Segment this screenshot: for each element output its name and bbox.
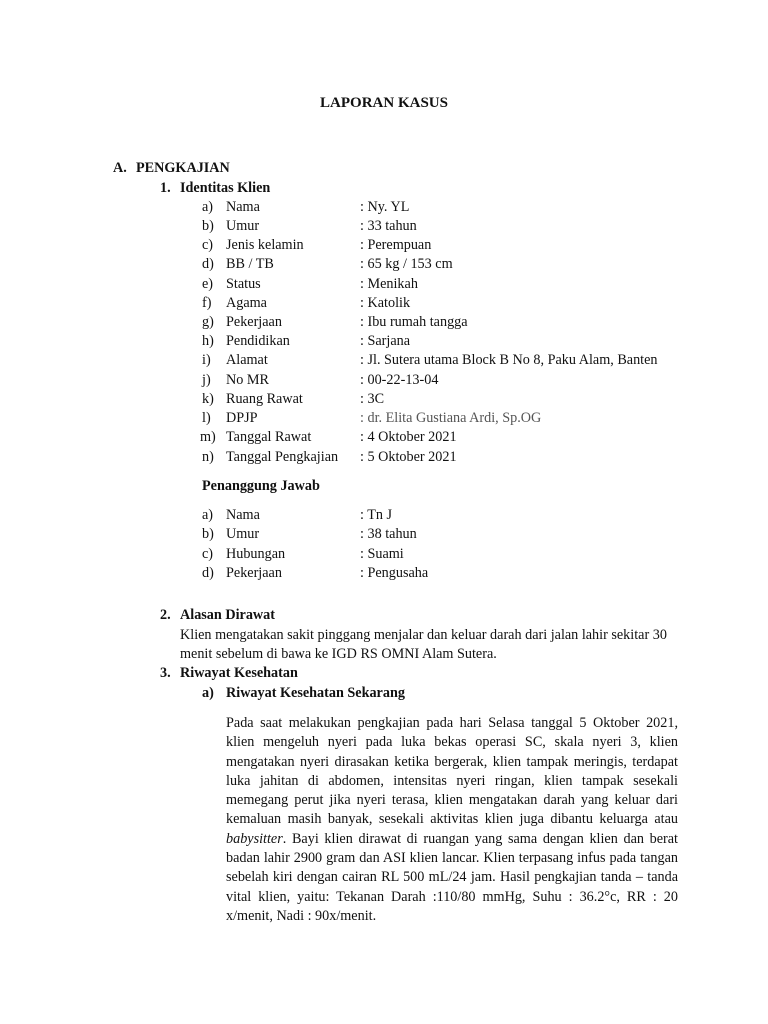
identitas-row [0,199,768,218]
row-value: : Jl. Sutera utama Block B No 8, Paku Alam, Banten [360,352,658,368]
identitas-title: Identitas Klien [180,180,271,196]
row-label: Umur [226,218,260,234]
identitas-row [0,218,768,237]
section-a-title: PENGKAJIAN [136,160,230,176]
paragraph-text: Pada saat melakukan pengkajian pada hari Selasa tanggal 5 Oktober 2021, klien mengeluh nyeri pada luka bekas operasi SC, skala nyeri 3, klien mengatakan nyeri dirasakan ketika bergerak, klien tampak meringis, terdapat luka jahitan di abdomen, intensitas nyeri ringan, klien tampak sesekali memegang perut jika nyeri terasa, klien mengatakan darah yang keluar dari kemaluan masih banyak, sesekali aktivitas klien juga dibantu keluarga atau [226,715,678,828]
riwayat-sub-marker: a) [202,685,214,701]
alasan-text: Klien mengatakan sakit pinggang menjalar dan keluar darah dari jalan lahir sekitar 30 menit sebelum di bawa ke IGD RS OMNI Alam Sutera. [180,627,667,663]
row-value: : 3C [360,391,385,407]
row-label: Agama [226,295,267,311]
identitas-row [0,372,768,391]
alasan-title: Alasan Dirawat [180,607,275,623]
row-value: : 38 tahun [360,526,417,542]
row-label: Nama [226,507,260,523]
identitas-row [0,314,768,333]
document-title: LAPORAN KASUS [320,95,448,111]
identitas-row [0,256,768,275]
row-label: Pendidikan [226,333,290,349]
row-letter: g) [202,314,214,330]
row-letter: k) [202,391,214,407]
penanggung-row [0,526,768,545]
row-letter: m) [200,429,216,445]
row-letter: d) [202,256,214,272]
row-letter: a) [202,199,214,215]
penanggung-row [0,565,768,584]
row-label: BB / TB [226,256,274,272]
row-value: : 00-22-13-04 [360,372,439,388]
riwayat-title: Riwayat Kesehatan [180,665,298,681]
row-value: : 4 Oktober 2021 [360,429,457,445]
row-label: Pekerjaan [226,314,282,330]
identitas-row [0,237,768,256]
section-a-marker: A. [113,160,127,176]
identitas-row [0,449,768,468]
riwayat-sub-title: Riwayat Kesehatan Sekarang [226,685,405,701]
riwayat-paragraph [226,714,678,926]
identitas-row [0,295,768,314]
paragraph-italic-term: babysitter [226,830,283,847]
identitas-row [0,391,768,410]
row-label: Nama [226,199,260,215]
row-value: : 65 kg / 153 cm [360,256,453,272]
row-value: : Menikah [360,276,418,292]
row-letter: a) [202,507,214,523]
row-letter: h) [202,333,214,349]
identitas-row [0,352,768,371]
row-letter: f) [202,295,212,311]
row-value: : 5 Oktober 2021 [360,449,457,465]
row-letter: i) [202,352,211,368]
row-letter: j) [202,372,211,388]
row-letter: b) [202,218,214,234]
row-value: : Pengusaha [360,565,429,581]
row-label: Tanggal Pengkajian [226,449,339,465]
row-label: Jenis kelamin [226,237,304,253]
row-letter: b) [202,526,214,542]
row-label: Tanggal Rawat [226,429,312,445]
row-value: : Ny. YL [360,199,410,215]
row-value: : Ibu rumah tangga [360,314,468,330]
row-value: : Katolik [360,295,411,311]
row-label: Alamat [226,352,268,368]
row-label: No MR [226,372,269,388]
identitas-row [0,333,768,352]
row-letter: l) [202,410,211,426]
row-value: : Sarjana [360,333,411,349]
row-value: : Perempuan [360,237,432,253]
row-label: DPJP [226,410,258,426]
row-label: Umur [226,526,260,542]
row-letter: d) [202,565,214,581]
row-label: Ruang Rawat [226,391,303,407]
penanggung-title: Penanggung Jawab [202,478,320,494]
row-letter: e) [202,276,214,292]
identitas-row [0,410,768,429]
identitas-row [0,429,768,448]
row-value: : Tn J [360,507,393,523]
row-label: Hubungan [226,546,286,562]
row-letter: n) [202,449,214,465]
row-value: : Suami [360,546,404,562]
row-letter: c) [202,237,214,253]
row-label: Status [226,276,261,292]
row-label: Pekerjaan [226,565,282,581]
identitas-row [0,276,768,295]
alasan-marker: 2. [160,607,171,623]
paragraph-text-continued: . Bayi klien dirawat di ruangan yang sama dengan klien dan berat badan lahir 2900 gram dan ASI klien lancar. Klien terpasang infus pada tangan sebelah kiri dengan cairan RL 500 mL/24 jam. Hasil pengkajian tanda – tanda vital klien, yaitu: Tekanan Darah :110/80 mmHg, Suhu : 36.2°c, RR : 20 x/menit, Nadi : 90x/menit. [226,830,678,924]
penanggung-row [0,546,768,565]
row-value: : 33 tahun [360,218,417,234]
row-letter: c) [202,546,214,562]
row-value: : dr. Elita Gustiana Ardi, Sp.OG [360,410,542,426]
identitas-marker: 1. [160,180,171,196]
penanggung-row [0,507,768,526]
riwayat-marker: 3. [160,665,171,681]
